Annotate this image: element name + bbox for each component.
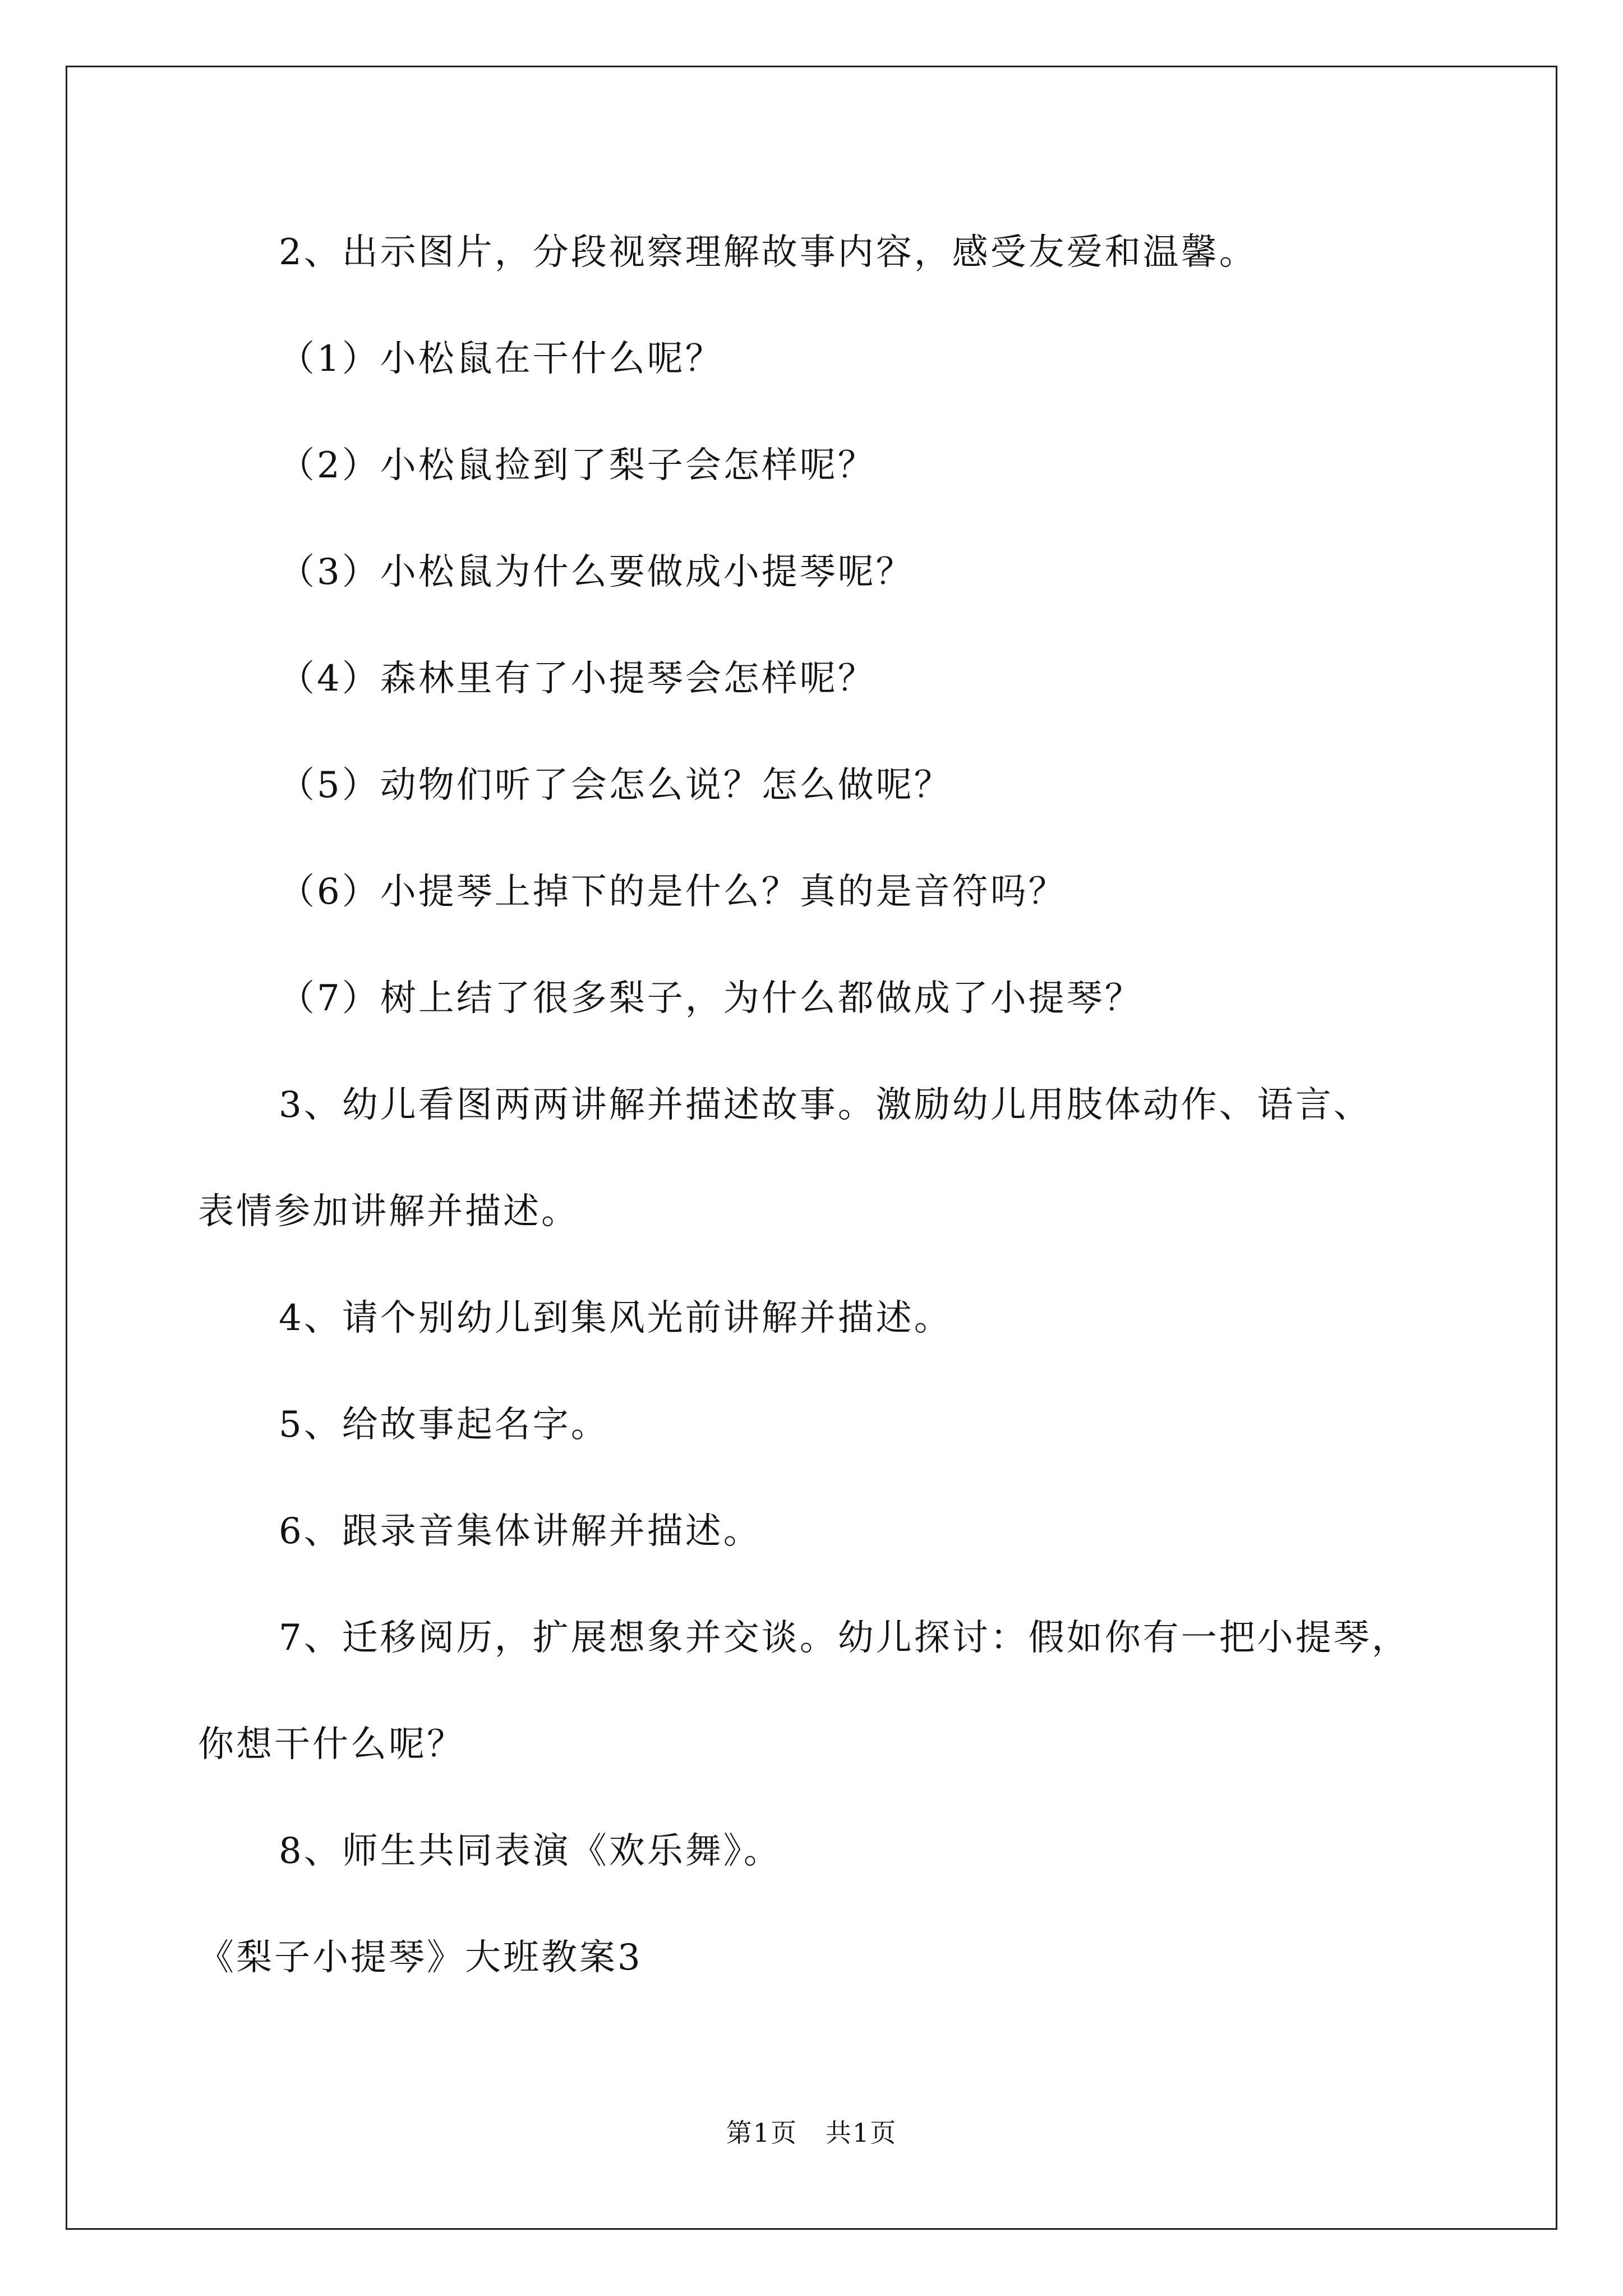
page-number-current: 第1页 [726, 2118, 797, 2148]
paragraph-step-5: 5、给故事起名字。 [279, 1404, 609, 1446]
paragraph-step-3: 3、幼儿看图两两讲解并描述故事。激励幼儿用肢体动作、语言、 [279, 1084, 1372, 1126]
page-footer [0, 2116, 1623, 2150]
question-3: （3）小松鼠为什么要做成小提琴呢？ [279, 551, 914, 593]
paragraph-step-2: 2、出示图片，分段视察理解故事内容，感受友爱和温馨。 [279, 232, 1257, 273]
paragraph-step-3-cont: 表情参加讲解并描述。 [198, 1191, 579, 1232]
question-2: （2）小松鼠捡到了梨子会怎样呢？ [279, 445, 876, 486]
question-4: （4）森林里有了小提琴会怎样呢？ [279, 658, 876, 700]
question-7: （7）树上结了很多梨子，为什么都做成了小提琴？ [279, 978, 1143, 1019]
section-heading: 《梨子小提琴》大班教案3 [198, 1937, 643, 1978]
paragraph-step-6: 6、跟录音集体讲解并描述。 [279, 1511, 762, 1552]
paragraph-step-8: 8、师生共同表演《欢乐舞》。 [279, 1830, 782, 1872]
question-1: （1）小松鼠在干什么呢？ [279, 338, 723, 380]
paragraph-step-7-cont: 你想干什么呢？ [198, 1724, 465, 1765]
question-5: （5）动物们听了会怎么说？怎么做呢？ [279, 765, 952, 806]
paragraph-step-7: 7、迁移阅历，扩展想象并交谈。幼儿探讨：假如你有一把小提琴， [279, 1617, 1410, 1659]
page-border [66, 66, 1557, 2230]
page-number-total: 共1页 [826, 2118, 897, 2148]
paragraph-step-4: 4、请个别幼儿到集风光前讲解并描述。 [279, 1297, 952, 1339]
question-6: （6）小提琴上掉下的是什么？真的是音符吗？ [279, 871, 1067, 913]
